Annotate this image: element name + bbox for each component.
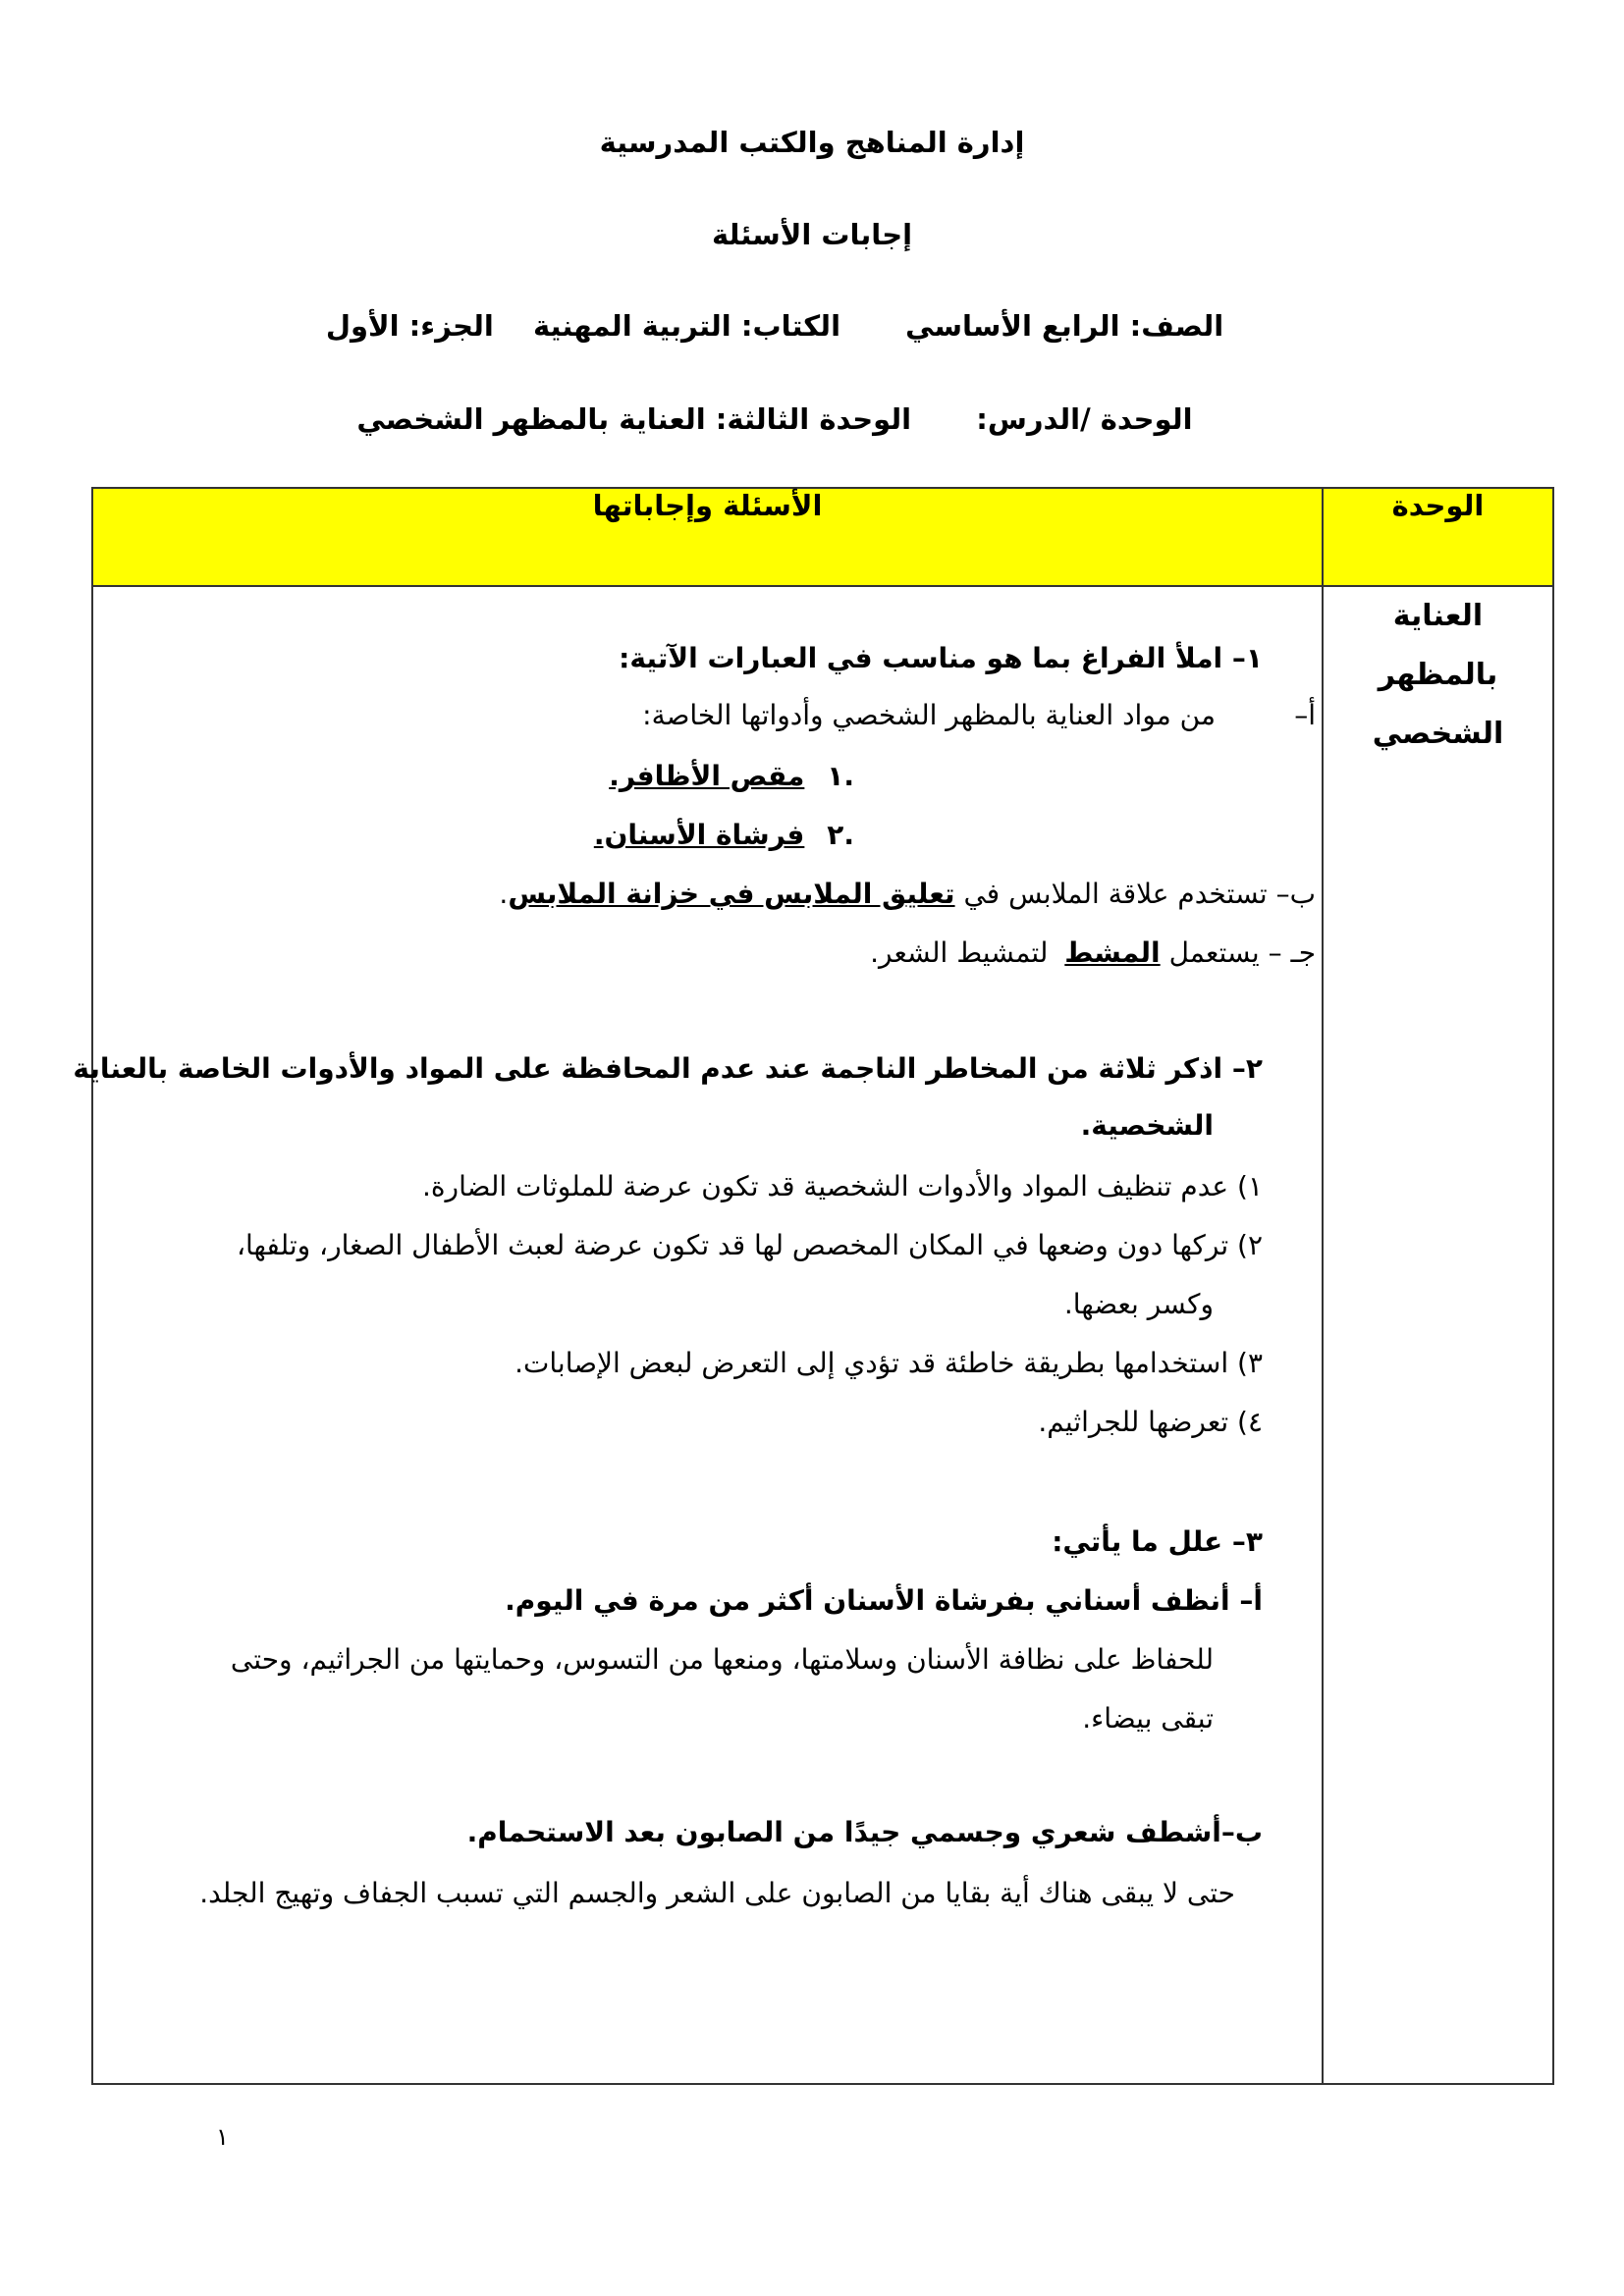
q2-answer-1: ١) عدم تنظيف المواد والأدوات الشخصية قد تكون عرضة للملوثات الضارة. [421,1170,1263,1202]
q1-c-answer: المشط [1064,936,1161,969]
unit-lesson-label: الوحدة /الدرس: [976,402,1193,436]
q2-title-line1: ٢– اذكر ثلاثة من المخاطر الناجمة عند عدم المحافظة على المواد والأدوات الخاصة بالعناية [73,1052,1263,1085]
q2-answer-2-line2: وكسر بعضها. [1063,1288,1214,1320]
q1-a-item1-number: .١ [827,760,854,792]
unit-lesson-value: الوحدة الثالثة: العناية بالمظهر الشخصي [356,402,912,436]
q1-a-letter: أ– [1294,699,1316,731]
q1-a-item2-number: .٢ [827,819,854,851]
q1-b [499,878,1316,910]
q1-c-text: جـ – يستعمل [1168,936,1316,969]
q3-title: ٣– علل ما يأتي: [1052,1525,1263,1558]
table-header-row [92,488,1553,586]
document-title: إجابات الأسئلة [711,218,913,251]
table-row [92,586,1553,2084]
q1-c [870,936,1316,969]
q1-c-end: لتمشيط الشعر. [870,936,1049,969]
class-label: الصف: الرابع الأساسي [905,309,1224,343]
questions-table [73,487,1554,2085]
unit-lesson-line [0,402,1587,436]
unit-column-header: الوحدة [1323,488,1553,586]
unit-name-line2: الشخصي [1372,717,1504,751]
q3-a-answer-line1: للحفاظ على نظافة الأسنان وسلامتها، ومنعها من التسوس، وحمايتها من الجراثيم، وحتى [230,1643,1214,1676]
q1-a-item1-answer: مقص الأظافر. [609,760,805,792]
unit-name-cell [1323,586,1553,2084]
q3-b-question: ب–أشطف شعري وجسمي جيدًا من الصابون بعد الاستحمام. [466,1816,1263,1848]
part-label: الجزء: الأول [325,309,494,343]
q2-answer-4: ٤) تعرضها للجراثيم. [1038,1406,1263,1438]
q1-b-answer: تعليق الملابس في خزانة الملابس [508,878,955,910]
q2-answer-3: ٣) استخدامها بطريقة خاطئة قد تؤدي إلى التعرض لبعض الإصابات. [514,1347,1263,1379]
unit-name-line1: العناية بالمظهر [1378,599,1498,692]
q1-b-end: . [499,878,509,910]
qa-column-header: الأسئلة وإجاباتها [92,488,1323,586]
qa-cell [73,586,1323,2084]
q3-a-question: أ– أنظف أسناني بفرشاة الأسنان أكثر من مرة في اليوم. [505,1584,1263,1617]
q1-a-item2 [594,819,854,851]
q1-a-text: من مواد العناية بالمظهر الشخصي وأدواتها الخاصة: [642,699,1216,731]
class-book-part-line [0,309,1587,343]
q3-b-answer: حتى لا يبقى هناك أية بقايا من الصابون على الشعر والجسم التي تسبب الجفاف وتهيج الجلد. [199,1877,1235,1909]
q1-title: ١– املأ الفراغ بما هو مناسب في العبارات الآتية: [619,642,1263,674]
q1-a-item1 [609,760,854,792]
q3-a-answer-line2: تبقى بيضاء. [1082,1702,1214,1735]
page-number: ١ [216,2123,229,2151]
q1-b-text: ب– تستخدم علاقة الملابس في [963,878,1316,910]
book-label: الكتاب: التربية المهنية [532,309,841,343]
q1-a-item2-answer: فرشاة الأسنان. [593,819,805,851]
ministry-title: إدارة المناهج والكتب المدرسية [599,126,1025,159]
q2-answer-2-line1: ٢) تركها دون وضعها في المكان المخصص لها قد تكون عرضة لعبث الأطفال الصغار، وتلفها، [236,1229,1263,1261]
q2-title-line2: الشخصية. [1080,1109,1214,1142]
